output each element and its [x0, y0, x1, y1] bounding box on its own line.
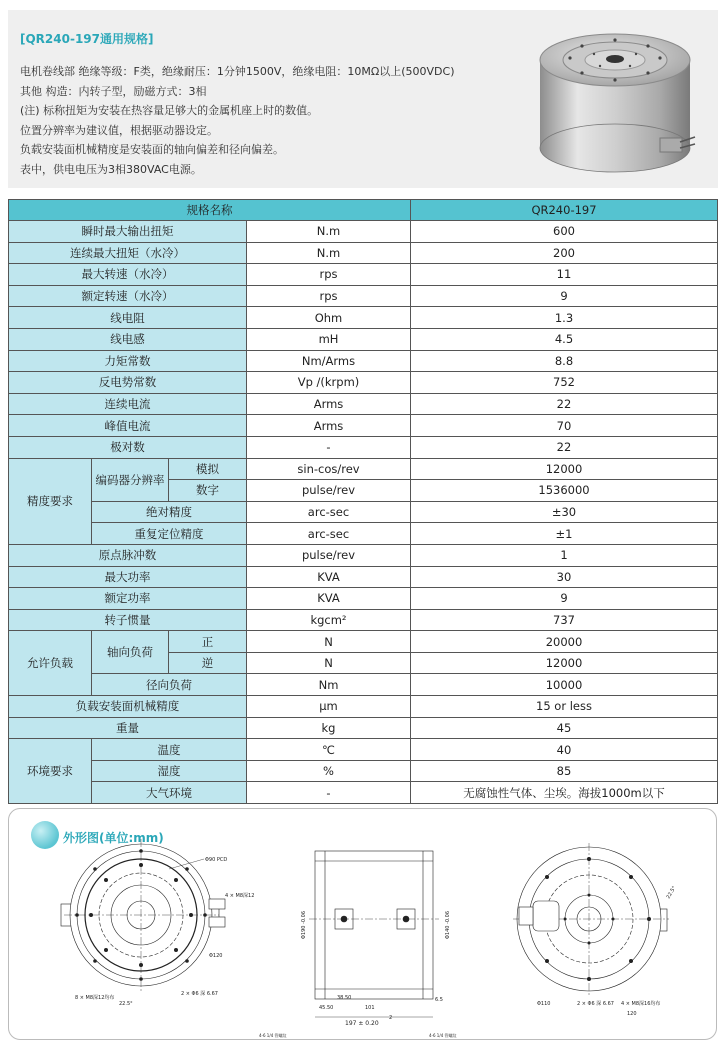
dim-side-dia1: Φ190 -0.06 [301, 910, 307, 939]
group-encoder: 编码器分辨率 [92, 458, 169, 501]
table-row: 重复定位精度 arc-sec ±1 [9, 523, 718, 545]
motor-product-image [530, 18, 700, 180]
note-line: 其他 构造：内转子型，励磁方式：3相 [20, 84, 207, 98]
dim-side-total: 197 ± 0.20 [345, 1020, 379, 1027]
note-line: 位置分辨率为建议值，根据驱动器设定。 [20, 123, 218, 137]
front-view [61, 839, 254, 1007]
dim-angle: 22.5° [119, 1001, 133, 1007]
table-row: 连续电流 Arms 22 [9, 393, 718, 415]
table-row: 额定转速（水冷） rps 9 [9, 285, 718, 307]
dim-rear-holes: 4 × M8深16均布 [621, 1001, 661, 1007]
table-row: 峰值电流 Arms 70 [9, 415, 718, 437]
table-row: 反电势常数 Vp /(krpm) 752 [9, 372, 718, 394]
table-row: 线电感 mH 4.5 [9, 328, 718, 350]
table-row: 径向负荷 Nm 10000 [9, 674, 718, 696]
bullet-bubble-icon [31, 821, 59, 849]
side-view [259, 851, 457, 1038]
dim-rear-holes2: 2 × Φ6 深 6.67 [577, 1001, 614, 1007]
table-row: 数字 pulse/rev 1536000 [9, 480, 718, 502]
group-environment: 环境要求 [9, 739, 92, 804]
dim-side-c: 38.50 [337, 995, 352, 1001]
table-row: 力矩常数 Nm/Arms 8.8 [9, 350, 718, 372]
table-row: 逆 N 12000 [9, 652, 718, 674]
table-row: 线电阻 Ohm 1.3 [9, 307, 718, 329]
note-line: 表中，供电电压为3相380VAC电源。 [20, 162, 202, 176]
table-row: 最大功率 KVA 30 [9, 566, 718, 588]
table-row: 原点脉冲数 pulse/rev 1 [9, 544, 718, 566]
dim-rear-rot: 22.5° [665, 885, 678, 900]
table-header-row [9, 200, 718, 221]
table-row: 大气环境 - 无腐蚀性气体、尘埃。海拔1000m以下 [9, 782, 718, 804]
spec-notes [20, 62, 455, 179]
outline-drawing-panel [8, 808, 717, 1040]
header-spec-name: 规格名称 [9, 200, 411, 221]
dim-plug1: 4-6 1/4 管螺纹 [259, 1033, 287, 1038]
note-line: 电机卷线部 绝缘等级：F类，绝缘耐压：1分钟1500V，绝缘电阻：10MΩ以上(500VDC) [20, 65, 455, 78]
table-row: 转子惯量 kgcm² 737 [9, 609, 718, 631]
table-row: 极对数 - 22 [9, 436, 718, 458]
table-row: 重量 kg 45 [9, 717, 718, 739]
dim-phi90: Φ90 PCD [205, 857, 228, 863]
dim-rear-len: 120 [627, 1011, 637, 1017]
table-row: 连续最大扭矩（水冷） N.m 200 [9, 242, 718, 264]
dim-side-e: 6.5 [435, 997, 443, 1003]
table-row: 瞬时最大输出扭矩 N.m 600 [9, 221, 718, 243]
table-row: 精度要求 编码器分辨率 模拟 sin-cos/rev 12000 [9, 458, 718, 480]
drawing-title: 外形图(单位:mm) [63, 831, 164, 845]
spec-title: [QR240-197通用规格] [20, 32, 154, 46]
rear-view [513, 843, 678, 1017]
dim-rear-dia: Φ110 [537, 1001, 551, 1007]
dim-holes-front2: 4 × M8深12 [225, 893, 255, 899]
group-precision: 精度要求 [9, 458, 92, 544]
note-line: 负载安装面机械精度是安装面的轴向偏差和径向偏差。 [20, 143, 284, 156]
dim-side-dia2: Φ140 -0.06 [445, 910, 451, 939]
table-row: 最大转速（水冷） rps 11 [9, 264, 718, 286]
spec-table [8, 199, 718, 804]
dim-phi120: Φ120 [209, 953, 223, 959]
table-row: 额定功率 KVA 9 [9, 588, 718, 610]
dim-plug2: 4-6 1/4 管螺纹 [429, 1033, 457, 1038]
table-row: 湿度 % 85 [9, 760, 718, 782]
spec-header-panel [8, 10, 718, 188]
table-row: 环境要求 温度 ℃ 40 [9, 739, 718, 761]
dim-side-a: 45.50 [319, 1005, 334, 1011]
dim-holes-mid: 2 × Φ6 深 6.67 [181, 991, 218, 997]
group-load: 允许负载 [9, 631, 92, 696]
dim-side-d: 2 [389, 1015, 393, 1021]
note-line: (注) 标称扭矩为安装在热容量足够大的金属机座上时的数值。 [20, 104, 319, 117]
dim-side-b: 101 [365, 1005, 375, 1011]
table-row: 绝对精度 arc-sec ±30 [9, 501, 718, 523]
header-model: QR240-197 [411, 200, 718, 221]
dim-holes-front: 8 × M8深12均布 [75, 995, 115, 1001]
group-axial: 轴向负荷 [92, 631, 169, 674]
table-row: 允许负载 轴向负荷 正 N 20000 [9, 631, 718, 653]
table-row: 负载安装面机械精度 μm 15 or less [9, 696, 718, 718]
